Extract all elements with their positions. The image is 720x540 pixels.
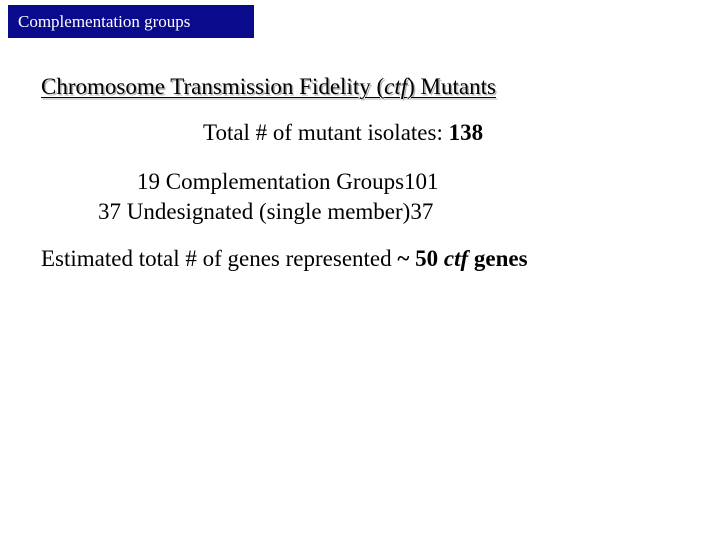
estimated-genes-label: Estimated total # of genes represented (41, 246, 398, 271)
complementation-groups-label: 19 Complementation Groups (137, 169, 405, 194)
undesignated-label: 37 Undesignated (single member) (98, 199, 411, 224)
slide-title-box (8, 5, 254, 38)
estimated-genes-italic-ctf: ctf (443, 246, 469, 271)
slide-title: Complementation groups (18, 12, 191, 31)
estimated-genes-approx: ~ 50 (397, 246, 444, 271)
complementation-groups-value: 101 (404, 169, 439, 194)
heading-italic-ctf: ctf (384, 74, 408, 99)
undesignated-line (98, 197, 433, 227)
undesignated-value: 37 (410, 199, 434, 224)
estimated-genes-line (41, 244, 528, 274)
total-isolates-line (203, 118, 483, 148)
heading-prefix: Chromosome Transmission Fidelity ( (41, 74, 385, 99)
heading-suffix: ) Mutants (407, 74, 496, 99)
estimated-genes-suffix: genes (468, 246, 528, 271)
slide-heading (41, 72, 496, 102)
complementation-groups-line (137, 167, 439, 197)
total-isolates-value: 138 (448, 120, 484, 145)
total-isolates-label: Total # of mutant isolates: (203, 120, 449, 145)
